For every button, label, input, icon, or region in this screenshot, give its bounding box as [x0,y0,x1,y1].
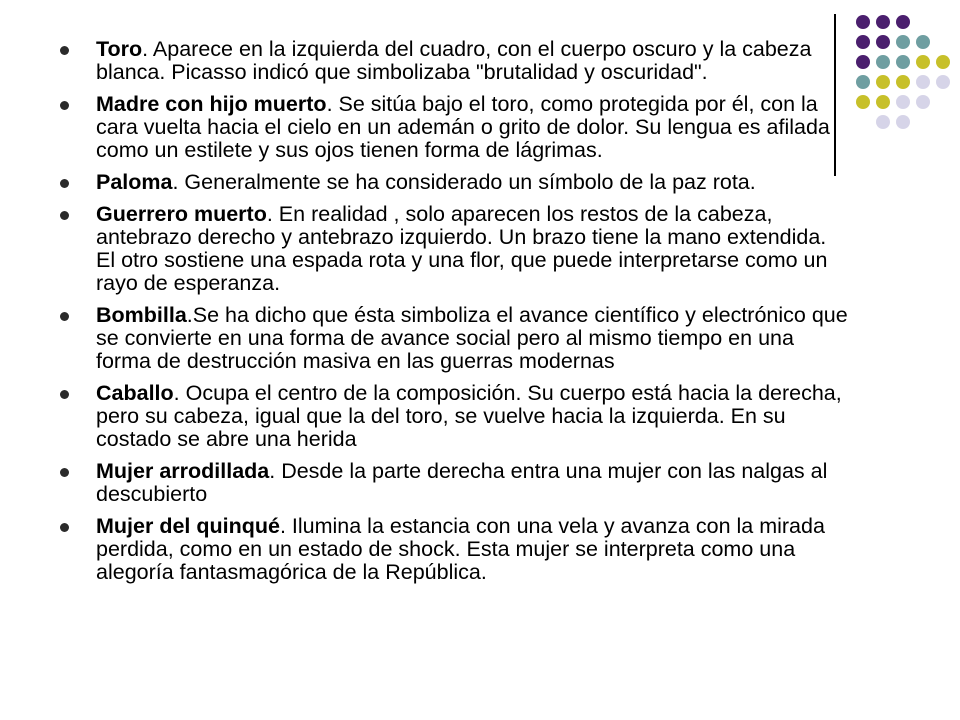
item-text: . Ocupa el centro de la composición. Su cuerpo está hacia la derecha, pero su cabeza, igual que la del toro, se vuelve hacia la izquierda. En su costado se abre una herida [96,381,842,451]
bullet-icon [60,211,69,220]
decorative-dot [876,75,890,89]
decorative-dot [876,95,890,109]
decorative-dot [856,75,870,89]
decorative-dot [876,115,890,129]
item-text: . Ilumina la estancia con una vela y avanza con la mirada perdida, como en un estado de shock. Esta mujer se interpreta como una alegoría fantasmagórica de la República. [96,514,825,584]
list-item-caballo [58,382,848,451]
decorative-dot [856,35,870,49]
item-term: Guerrero muerto [96,202,267,226]
decorative-dot [876,15,890,29]
decorative-dot [896,35,910,49]
decorative-dot [916,75,930,89]
decorative-dot [896,55,910,69]
decorative-dot [916,95,930,109]
item-text: . Aparece en la izquierda del cuadro, con el cuerpo oscuro y la cabeza blanca. Picasso indicó que simbolizaba "brutalidad y oscuridad". [96,37,812,84]
bullet-icon [60,46,69,55]
item-term: Mujer del quinqué [96,514,280,538]
decorative-dot [856,15,870,29]
decorative-dot [876,35,890,49]
decorative-dot [916,35,930,49]
decorative-dot [936,55,950,69]
item-text: . Se sitúa bajo el toro, como protegida por él, con la cara vuelta hacia el cielo en un ademán o grito de dolor. Su lengua es afilada como un estilete y sus ojos tienen forma de lágrimas. [96,92,830,162]
item-text: . En realidad , solo aparecen los restos de la cabeza, antebrazo derecho y antebrazo izquierdo. Un brazo tiene la mano extendida. El otro sostiene una espada rota y una flor, que puede interpretarse como un rayo de esperanza. [96,202,828,295]
bullet-icon [60,312,69,321]
bullet-list [58,38,848,593]
list-item-bombilla [58,304,848,373]
item-term: Paloma [96,170,173,194]
bullet-icon [60,523,69,532]
bullet-icon [60,101,69,110]
item-text: . Desde la parte derecha entra una mujer con las nalgas al descubierto [96,459,828,506]
item-term: Caballo [96,381,174,405]
list-item-mujer-quinque [58,515,848,584]
decorative-dot [896,115,910,129]
decorative-dot [896,95,910,109]
bullet-icon [60,468,69,477]
decorative-dot [856,95,870,109]
decorative-dot [876,55,890,69]
decorative-dot [896,15,910,29]
bullet-icon [60,390,69,399]
list-item-mujer-arrodillada [58,460,848,506]
decorative-dot [916,55,930,69]
decorative-dot [856,55,870,69]
decorative-dot [896,75,910,89]
decorative-dot [936,75,950,89]
list-item-paloma [58,171,848,194]
list-item-madre [58,93,848,162]
item-term: Madre con hijo muerto [96,92,327,116]
list-item-toro [58,38,848,84]
item-term: Toro [96,37,143,61]
item-term: Mujer arrodillada [96,459,270,483]
item-term: Bombilla [96,303,187,327]
bullet-icon [60,179,69,188]
item-text: . Generalmente se ha considerado un símbolo de la paz rota. [172,170,756,194]
list-item-guerrero [58,203,848,295]
item-text: .Se ha dicho que ésta simboliza el avance científico y electrónico que se convierte en una forma de avance social pero al mismo tiempo en una forma de destrucción masiva en las guerras modernas [96,303,848,373]
